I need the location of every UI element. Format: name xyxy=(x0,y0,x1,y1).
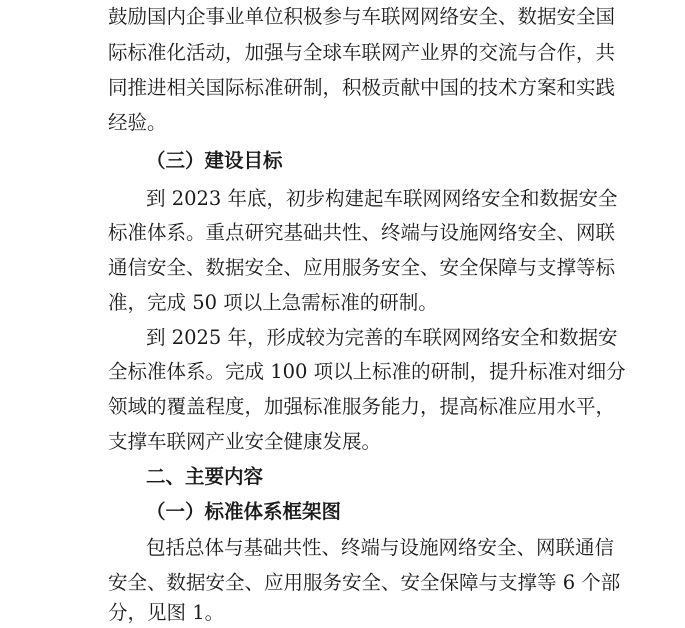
paragraph-line: 包括总体与基础共性、终端与设施网络安全、网联通信 xyxy=(146,536,615,559)
paragraph-line: 际标准化活动，加强与全球车联网产业界的交流与合作，共 xyxy=(108,41,616,64)
paragraph-line: 支撑车联网产业安全健康发展。 xyxy=(108,430,382,453)
paragraph-line: 经验。 xyxy=(108,111,167,134)
section-heading-2: 二、主要内容 xyxy=(146,465,264,488)
paragraph-line: 到 2025 年，形成较为完善的车联网网络安全和数据安 xyxy=(146,326,618,349)
paragraph-line: 通信安全、数据安全、应用服务安全、安全保障与支撑等标 xyxy=(108,256,616,279)
paragraph-line: 同推进相关国际标准研制，积极贡献中国的技术方案和实践 xyxy=(108,76,616,99)
section-heading-3: （三）建设目标 xyxy=(146,149,283,172)
paragraph-line: 领域的覆盖程度，加强标准服务能力，提高标准应用水平， xyxy=(108,395,616,418)
section-heading-1: （一）标准体系框架图 xyxy=(146,500,342,523)
paragraph-line: 到 2023 年底，初步构建起车联网网络安全和数据安全 xyxy=(146,187,618,210)
paragraph-line: 全标准体系。完成 100 项以上标准的研制，提升标准对细分 xyxy=(108,360,626,383)
paragraph-line: 准，完成 50 项以上急需标准的研制。 xyxy=(108,291,438,314)
paragraph-line: 分，见图 1。 xyxy=(108,601,225,624)
paragraph-line: 鼓励国内企事业单位积极参与车联网网络安全、数据安全国 xyxy=(108,5,616,28)
paragraph-line: 标准体系。重点研究基础共性、终端与设施网络安全、网联 xyxy=(108,221,616,244)
paragraph-line: 安全、数据安全、应用服务安全、安全保障与支撑等 6 个部 xyxy=(108,571,621,594)
